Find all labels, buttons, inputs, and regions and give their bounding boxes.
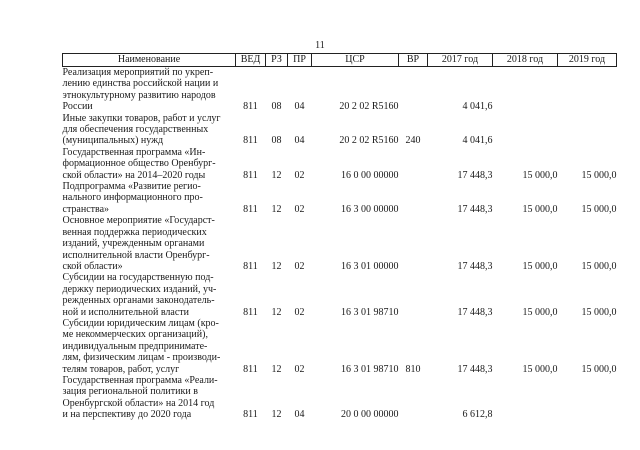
cell-rz: 12 [271,306,282,318]
cell-csr: 20 0 00 00000 [341,409,399,421]
cell-csr: 20 2 02 R5160 [339,101,399,113]
table-row [63,113,617,147]
cell-2019: 15 000,0 [581,306,617,318]
name-line: ской области» на 2014–2020 годы [62,169,206,181]
cell-ved: 811 [243,306,258,318]
name-line: и на перспективу до 2020 года [62,409,192,421]
name-line: венная поддержка периодических [62,226,207,238]
budget-table [62,53,617,421]
cell-rz: 08 [271,135,282,147]
cell-2018: 15 000,0 [522,260,558,272]
cell-vr [399,215,428,272]
table-body [63,67,617,421]
cell-pr: 02 [294,203,305,215]
header-pr: ПР [288,54,312,67]
cell-rz: 12 [271,409,282,421]
name-line: формационное общество Оренбург- [62,158,216,170]
cell-pr: 04 [294,409,305,421]
name-line: Оренбургской области» на 2014 год [62,397,215,409]
cell-csr: 16 0 00 00000 [341,169,399,181]
cell-2019 [558,375,617,421]
cell-vr [399,67,428,113]
cell-pr: 02 [294,306,305,318]
cell-2018 [493,67,558,113]
name-line: Субсидии на государственную под- [62,272,214,284]
cell-2017: 4 041,6 [462,135,493,147]
cell-name [63,113,236,147]
cell-2019: 15 000,0 [581,169,617,181]
name-line: странства» [62,203,110,215]
cell-2017: 6 612,8 [462,409,493,421]
cell-name [63,375,236,421]
name-line: индивидуальным предпринимате- [62,340,208,352]
cell-2017: 17 448,3 [457,203,493,215]
cell-2019 [558,113,617,147]
name-line: исполнительной власти Оренбург- [62,249,210,261]
cell-ved: 811 [243,101,258,113]
cell-name [63,181,236,215]
name-line: Государственная программа «Ин- [62,146,206,158]
table-row [63,147,617,181]
table-row [63,272,617,318]
name-line: зация региональной политики в [62,386,198,398]
cell-csr: 16 3 01 00000 [341,260,399,272]
cell-ved: 811 [243,363,258,375]
table-row [63,375,617,421]
cell-csr: 16 3 01 98710 [341,306,399,318]
name-line: для обеспечения государственных [62,124,209,136]
cell-2018: 15 000,0 [522,169,558,181]
cell-vr [399,272,428,318]
cell-2018: 15 000,0 [522,306,558,318]
name-line: Иные закупки товаров, работ и услуг [62,112,221,124]
cell-2018 [493,375,558,421]
cell-rz: 12 [271,203,282,215]
cell-vr [399,181,428,215]
cell-2017: 17 448,3 [457,306,493,318]
name-line: ме некоммерческих организаций), [62,329,208,341]
cell-2018: 15 000,0 [522,363,558,375]
cell-2017: 17 448,3 [457,363,493,375]
cell-rz: 12 [271,363,282,375]
name-line: ной и исполнительной власти [62,306,189,318]
cell-2018 [493,113,558,147]
cell-ved: 811 [243,260,258,272]
name-line: лению единства российской нации и [62,78,219,90]
cell-pr: 02 [294,363,305,375]
cell-csr: 16 3 00 00000 [341,203,399,215]
name-line: ской области» [62,260,123,272]
header-rz: РЗ [266,54,288,67]
cell-rz: 08 [271,101,282,113]
cell-vr [399,375,428,421]
table-row [63,215,617,272]
name-line: России [62,101,93,113]
cell-name [63,67,236,113]
cell-ved: 811 [243,203,258,215]
cell-vr: 240 [405,135,421,147]
header-csr: ЦСР [312,54,399,67]
cell-pr: 04 [294,101,305,113]
name-line: Субсидии юридическим лицам (кро- [62,317,219,329]
cell-pr: 04 [294,135,305,147]
cell-ved: 811 [243,169,258,181]
name-line: Государственная программа «Реали- [62,374,218,386]
cell-csr: 20 2 02 R5160 [339,135,399,147]
cell-ved: 811 [243,409,258,421]
cell-2017: 17 448,3 [457,260,493,272]
name-line: изданий, учрежденным органами [62,238,205,250]
table-row [63,318,617,375]
cell-rz: 12 [271,260,282,272]
cell-rz: 12 [271,169,282,181]
cell-2019: 15 000,0 [581,363,617,375]
name-line: Основное мероприятие «Государст- [62,215,215,227]
cell-name [63,147,236,181]
table-row [63,67,617,113]
name-line: (муниципальных) нужд [62,135,164,147]
table-row [63,181,617,215]
name-line: Подпрограмма «Развитие регио- [62,181,201,193]
page-number: 11 [315,40,325,51]
header-name: Наименование [63,54,236,67]
header-ved: ВЕД [236,54,266,67]
cell-name [63,318,236,375]
cell-2017: 4 041,6 [462,101,493,113]
cell-2019: 15 000,0 [581,203,617,215]
cell-vr [399,147,428,181]
cell-2019 [558,67,617,113]
name-line: Реализация мероприятий по укреп- [62,67,214,78]
name-line: держку периодических изданий, уч- [62,283,217,295]
header-2018: 2018 год [493,54,558,67]
cell-ved: 811 [243,135,258,147]
table-header-row [63,54,617,67]
cell-name [63,272,236,318]
cell-2017: 17 448,3 [457,169,493,181]
header-2019: 2019 год [558,54,617,67]
cell-name [63,215,236,272]
name-line: режденных органами законодатель- [62,295,215,307]
cell-2019: 15 000,0 [581,260,617,272]
name-line: телям товаров, работ, услуг [62,363,180,375]
name-line: нального информационного про- [62,192,203,204]
cell-csr: 16 3 01 98710 [341,363,399,375]
cell-pr: 02 [294,260,305,272]
name-line: лям, физическим лицам - производи- [62,352,221,364]
cell-vr: 810 [405,363,421,375]
cell-pr: 02 [294,169,305,181]
header-vr: ВР [399,54,428,67]
name-line: этнокультурному развитию народов [62,89,216,101]
cell-2018: 15 000,0 [522,203,558,215]
header-2017: 2017 год [428,54,493,67]
